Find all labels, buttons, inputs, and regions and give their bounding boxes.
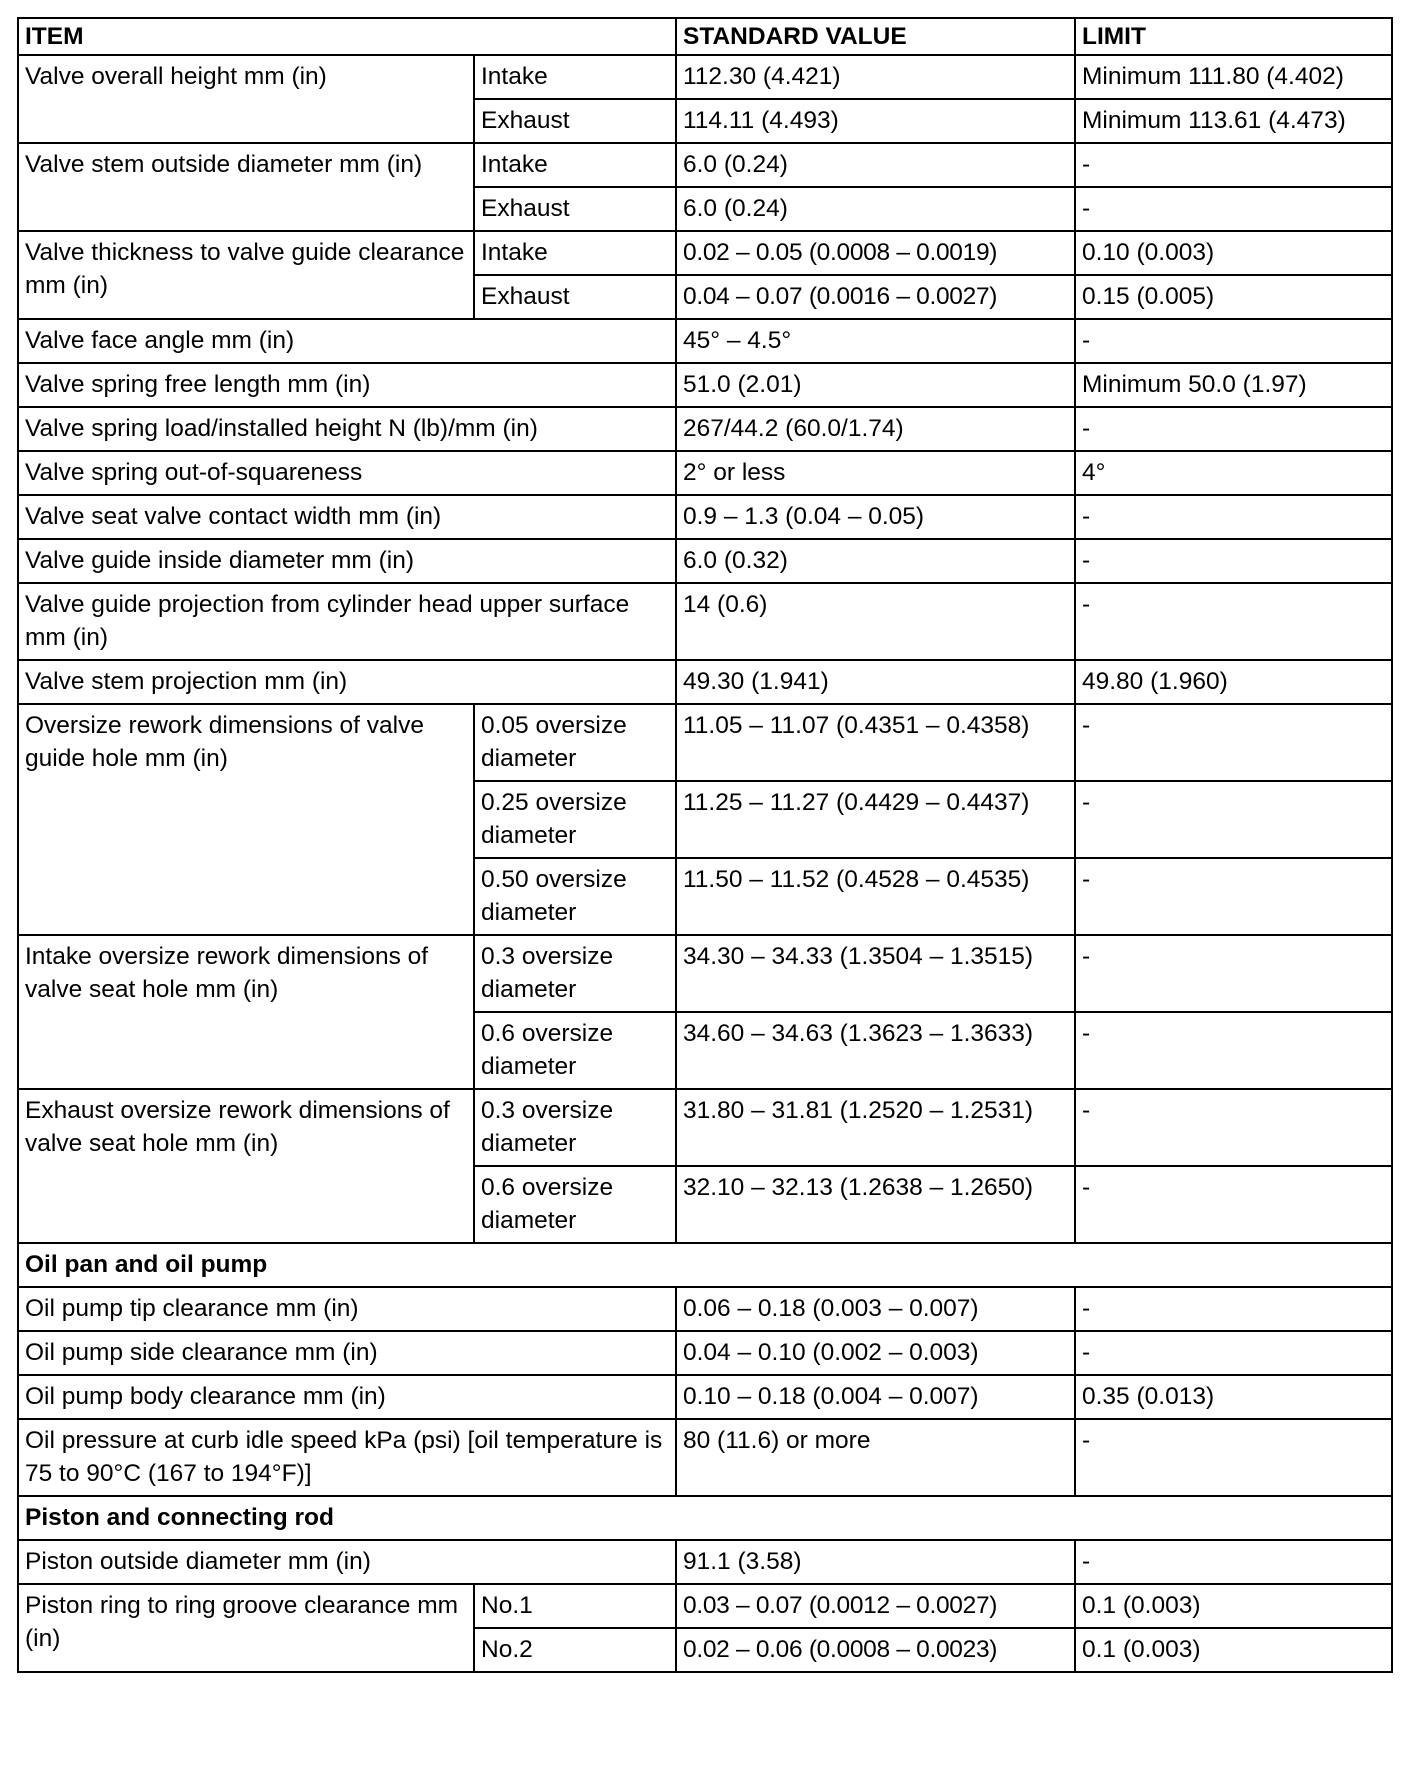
item-label: Intake oversize rework dimensions of valve seat hole mm (in) (18, 935, 474, 1089)
item-label: Valve stem outside diameter mm (in) (18, 143, 474, 231)
header-item: ITEM (18, 18, 676, 55)
standard-value: 2° or less (676, 451, 1075, 495)
table-row (18, 1419, 1392, 1496)
standard-value: 6.0 (0.32) (676, 539, 1075, 583)
sub-item-label: Exhaust (474, 187, 676, 231)
item-label: Valve spring load/installed height N (lb)/mm (in) (18, 407, 676, 451)
sub-item-label: 0.50 oversize diameter (474, 858, 676, 935)
limit-value: - (1075, 1089, 1392, 1166)
standard-value: 0.04 – 0.10 (0.002 – 0.003) (676, 1331, 1075, 1375)
item-label: Oil pump body clearance mm (in) (18, 1375, 676, 1419)
limit-value: 49.80 (1.960) (1075, 660, 1392, 704)
standard-value: 80 (11.6) or more (676, 1419, 1075, 1496)
header-limit: LIMIT (1075, 18, 1392, 55)
sub-item-label: Exhaust (474, 275, 676, 319)
sub-item-label: Intake (474, 231, 676, 275)
table-row (18, 143, 1392, 187)
standard-value: 267/44.2 (60.0/1.74) (676, 407, 1075, 451)
standard-value: 51.0 (2.01) (676, 363, 1075, 407)
sub-item-label: 0.6 oversize diameter (474, 1012, 676, 1089)
standard-value: 45° – 4.5° (676, 319, 1075, 363)
table-row (18, 407, 1392, 451)
table-row (18, 704, 1392, 781)
section-heading-piston: Piston and connecting rod (18, 1496, 1392, 1540)
limit-value: - (1075, 704, 1392, 781)
item-label: Valve seat valve contact width mm (in) (18, 495, 676, 539)
standard-value: 0.03 – 0.07 (0.0012 – 0.0027) (676, 1584, 1075, 1628)
item-label: Valve face angle mm (in) (18, 319, 676, 363)
sub-item-label: 0.3 oversize diameter (474, 935, 676, 1012)
item-label: Oversize rework dimensions of valve guide hole mm (in) (18, 704, 474, 935)
limit-value: - (1075, 1287, 1392, 1331)
standard-value: 49.30 (1.941) (676, 660, 1075, 704)
header-standard-value: STANDARD VALUE (676, 18, 1075, 55)
table-row (18, 1287, 1392, 1331)
standard-value: 0.02 – 0.06 (0.0008 – 0.0023) (676, 1628, 1075, 1672)
sub-item-label: 0.6 oversize diameter (474, 1166, 676, 1243)
standard-value: 6.0 (0.24) (676, 187, 1075, 231)
limit-value: Minimum 50.0 (1.97) (1075, 363, 1392, 407)
limit-value: - (1075, 495, 1392, 539)
standard-value: 14 (0.6) (676, 583, 1075, 660)
standard-value: 32.10 – 32.13 (1.2638 – 1.2650) (676, 1166, 1075, 1243)
table-row (18, 935, 1392, 1012)
sub-item-label: No.1 (474, 1584, 676, 1628)
limit-value: - (1075, 1166, 1392, 1243)
table-row (18, 451, 1392, 495)
item-label: Valve guide projection from cylinder head upper surface mm (in) (18, 583, 676, 660)
sub-item-label: 0.25 oversize diameter (474, 781, 676, 858)
limit-value: - (1075, 539, 1392, 583)
limit-value: 0.15 (0.005) (1075, 275, 1392, 319)
limit-value: 0.10 (0.003) (1075, 231, 1392, 275)
limit-value: - (1075, 187, 1392, 231)
standard-value: 0.9 – 1.3 (0.04 – 0.05) (676, 495, 1075, 539)
sub-item-label: Intake (474, 55, 676, 99)
item-label: Oil pump side clearance mm (in) (18, 1331, 676, 1375)
table-row (18, 539, 1392, 583)
table-row (18, 1540, 1392, 1584)
item-label: Valve guide inside diameter mm (in) (18, 539, 676, 583)
item-label: Valve overall height mm (in) (18, 55, 474, 143)
sub-item-label: Intake (474, 143, 676, 187)
standard-value: 11.05 – 11.07 (0.4351 – 0.4358) (676, 704, 1075, 781)
table-row (18, 363, 1392, 407)
table-row (18, 231, 1392, 275)
table-row (18, 1584, 1392, 1628)
limit-value: - (1075, 407, 1392, 451)
item-label: Oil pressure at curb idle speed kPa (psi) [oil temperature is 75 to 90°C (167 to 194°F)] (18, 1419, 676, 1496)
header-row (18, 18, 1392, 55)
specifications-table (17, 17, 1393, 1673)
sub-item-label: Exhaust (474, 99, 676, 143)
limit-value: - (1075, 1540, 1392, 1584)
sub-item-label: 0.05 oversize diameter (474, 704, 676, 781)
table-row (18, 1375, 1392, 1419)
item-label: Oil pump tip clearance mm (in) (18, 1287, 676, 1331)
table-row (18, 1089, 1392, 1166)
standard-value: 114.11 (4.493) (676, 99, 1075, 143)
standard-value: 11.50 – 11.52 (0.4528 – 0.4535) (676, 858, 1075, 935)
standard-value: 34.60 – 34.63 (1.3623 – 1.3633) (676, 1012, 1075, 1089)
table-row (18, 1331, 1392, 1375)
standard-value: 112.30 (4.421) (676, 55, 1075, 99)
standard-value: 34.30 – 34.33 (1.3504 – 1.3515) (676, 935, 1075, 1012)
standard-value: 31.80 – 31.81 (1.2520 – 1.2531) (676, 1089, 1075, 1166)
limit-value: - (1075, 935, 1392, 1012)
table-row (18, 319, 1392, 363)
standard-value: 6.0 (0.24) (676, 143, 1075, 187)
limit-value: 0.1 (0.003) (1075, 1628, 1392, 1672)
limit-value: - (1075, 1331, 1392, 1375)
table-row (18, 583, 1392, 660)
limit-value: Minimum 111.80 (4.402) (1075, 55, 1392, 99)
section-row (18, 1243, 1392, 1287)
item-label: Valve stem projection mm (in) (18, 660, 676, 704)
item-label: Exhaust oversize rework dimensions of valve seat hole mm (in) (18, 1089, 474, 1243)
limit-value: - (1075, 583, 1392, 660)
limit-value: 0.35 (0.013) (1075, 1375, 1392, 1419)
table-row (18, 660, 1392, 704)
section-heading-oil: Oil pan and oil pump (18, 1243, 1392, 1287)
standard-value: 0.06 – 0.18 (0.003 – 0.007) (676, 1287, 1075, 1331)
sub-item-label: No.2 (474, 1628, 676, 1672)
limit-value: - (1075, 1419, 1392, 1496)
limit-value: 4° (1075, 451, 1392, 495)
section-row (18, 1496, 1392, 1540)
table-row (18, 495, 1392, 539)
standard-value: 0.04 – 0.07 (0.0016 – 0.0027) (676, 275, 1075, 319)
item-label: Valve spring out-of-squareness (18, 451, 676, 495)
standard-value: 0.02 – 0.05 (0.0008 – 0.0019) (676, 231, 1075, 275)
sub-item-label: 0.3 oversize diameter (474, 1089, 676, 1166)
item-label: Valve thickness to valve guide clearance mm (in) (18, 231, 474, 319)
limit-value: - (1075, 319, 1392, 363)
standard-value: 0.10 – 0.18 (0.004 – 0.007) (676, 1375, 1075, 1419)
limit-value: - (1075, 858, 1392, 935)
table-row (18, 55, 1392, 99)
standard-value: 91.1 (3.58) (676, 1540, 1075, 1584)
limit-value: Minimum 113.61 (4.473) (1075, 99, 1392, 143)
limit-value: - (1075, 143, 1392, 187)
limit-value: 0.1 (0.003) (1075, 1584, 1392, 1628)
item-label: Valve spring free length mm (in) (18, 363, 676, 407)
item-label: Piston outside diameter mm (in) (18, 1540, 676, 1584)
limit-value: - (1075, 1012, 1392, 1089)
item-label: Piston ring to ring groove clearance mm (in) (18, 1584, 474, 1672)
limit-value: - (1075, 781, 1392, 858)
standard-value: 11.25 – 11.27 (0.4429 – 0.4437) (676, 781, 1075, 858)
